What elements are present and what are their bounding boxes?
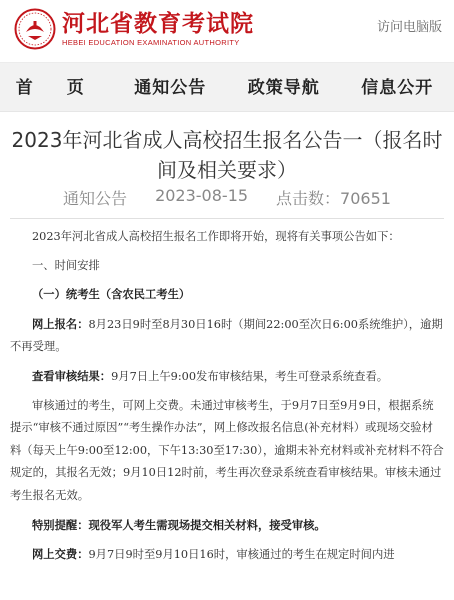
site-header: [0, 0, 454, 60]
article-title: 2023年河北省成人高校招生报名公告一（报名时间及相关要求）: [11, 128, 443, 182]
article-category[interactable]: 通知公告: [63, 189, 128, 208]
paragraph-review-details: 审核通过的考生，可网上交费。未通过审核考生，于9月7日至9月9日，根据系统提示“审核不通过原因”“考生操作办法”，网上修改报名信息(补充材料）或现场交验材料（每天上午9:00至12:00，下午13:30至17:30），逾期未补充材料或补充材料不符合规定的，其报名无效；9月10日12时前，考生再次登录系统查看审核结果。审核未通过考生报名无效。: [10, 398, 444, 502]
online-payment-text: 9月7日9时至9月10日16时，审核通过的考生在规定时间内进: [88, 548, 395, 562]
article-body: [10, 226, 444, 573]
special-reminder: 特别提醒：现役军人考生需现场提交相关材料，接受审核。: [32, 517, 326, 532]
article-meta: [0, 186, 454, 209]
subsection-heading: （一）统考生（含农民工考生）: [32, 287, 191, 302]
article-views: 点击数：70651: [276, 189, 391, 208]
logo-subtitle: HEBEI EDUCATION EXAMINATION AUTHORITY: [62, 38, 240, 47]
desktop-version-link[interactable]: 访问电脑版: [376, 20, 442, 35]
article-date: 2023-08-15: [155, 186, 249, 205]
main-nav: [0, 62, 454, 112]
nav-disclosure[interactable]: 信息公开: [361, 78, 434, 98]
paragraph-online-registration: [10, 313, 444, 359]
logo-title: 河北省教育考试院: [62, 11, 254, 37]
paragraph-review-results: [10, 365, 444, 389]
divider: [10, 218, 444, 219]
section-heading: 一、时间安排: [32, 258, 100, 272]
nav-policy[interactable]: 政策导航: [247, 78, 320, 98]
intro-paragraph: 2023年河北省成人高校招生报名工作即将开始，现将有关事项公告如下：: [32, 230, 400, 243]
nav-notices[interactable]: 通知公告: [134, 78, 207, 98]
review-results-label: 查看审核结果：: [32, 368, 112, 383]
review-results-text: 9月7日上午9:00发布审核结果，考生可登录系统查看。: [111, 369, 389, 383]
paragraph-online-payment: [10, 543, 444, 567]
nav-home[interactable]: 首 页: [15, 78, 98, 98]
online-registration-text: 8月23日9时至8月30日16时（期间22:00至次日6:00系统维护），逾期不再受理。: [10, 317, 443, 354]
online-registration-label: 网上报名：: [32, 316, 89, 331]
emblem-icon: [14, 8, 56, 50]
online-payment-label: 网上交费：: [32, 547, 89, 562]
site-logo[interactable]: [14, 8, 254, 50]
